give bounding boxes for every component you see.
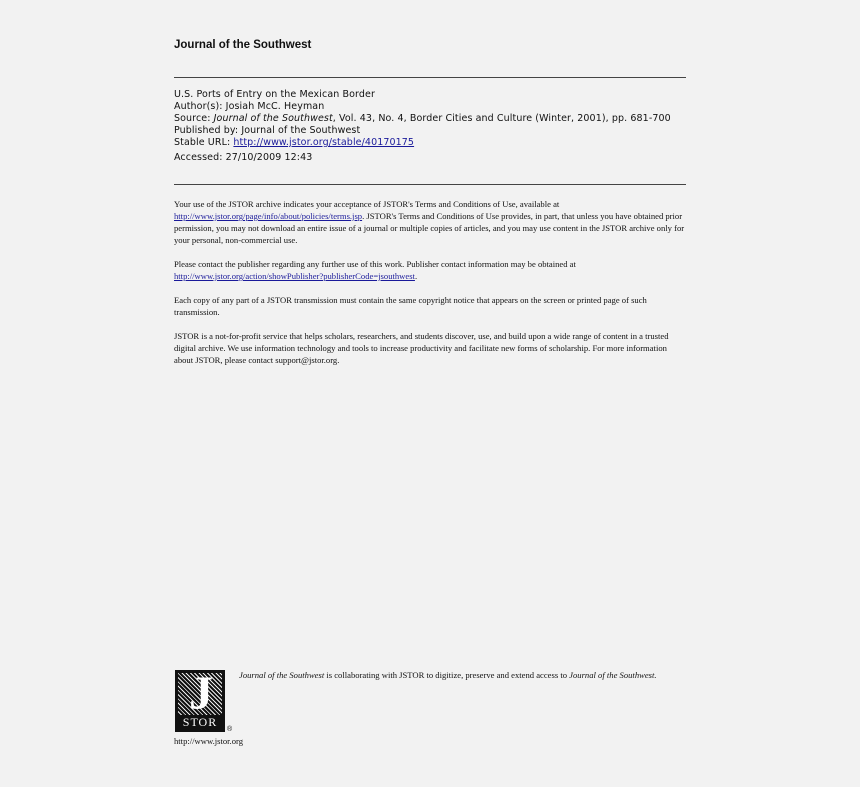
authors-value: Josiah McC. Heyman [225,101,325,112]
published-label: Published by: [174,125,242,136]
registered-mark: ® [227,726,233,733]
authors-line [174,101,686,113]
logo-letter: J [189,667,213,720]
accessed-value: 27/10/2009 12:43 [225,152,313,163]
stable-url-line [174,137,686,149]
top-divider [174,77,686,78]
stable-url-label: Stable URL: [174,137,234,148]
terms-text-a: Your use of the JSTOR archive indicates your acceptance of JSTOR's Terms and Conditions of Use, available at [174,199,560,209]
article-metadata [174,89,686,164]
copyright-paragraph: Each copy of any part of a JSTOR transmission must contain the same copyright notice that appears on the screen or printed page of such transmission. [174,295,647,317]
collab-journal: Journal of the Southwest [239,670,325,680]
source-journal: Journal of the Southwest [213,113,333,124]
jstor-logo [175,667,225,732]
source-label: Source: [174,113,214,124]
stable-url-link[interactable]: http://www.jstor.org/stable/40170175 [233,137,415,148]
article-title: U.S. Ports of Entry on the Mexican Border [174,89,375,100]
accessed-label: Accessed: [174,152,226,163]
collaboration-note [239,670,686,680]
accessed-line [174,152,686,164]
published-line [174,125,686,137]
source-line [174,113,686,125]
bottom-divider [174,184,686,185]
contact-text-a: Please contact the publisher regarding any further use of this work. Publisher contact information may be obtained at [174,259,576,269]
terms-paragraph [174,198,686,246]
jstor-url: http://www.jstor.org [174,736,243,746]
jstor-about-paragraph: JSTOR is a not-for-profit service that helps scholars, researchers, and students discover, use, and build upon a wide range of content in a trusted digital archive. We use information technology and tools to increase productivity and facilitate new forms of scholarship. For more information about JSTOR, please contact support@jstor.org. [174,331,669,365]
logo-text: STOR [182,715,218,729]
publisher-contact-paragraph [174,258,686,282]
contact-text-b: . [414,271,418,281]
source-details: , Vol. 43, No. 4, Border Cities and Culture (Winter, 2001), pp. 681-700 [332,113,671,124]
terms-text-b: . JSTOR's Terms and Conditions of Use provides, in part, that unless you have obtained prior permission, you may not download an entire issue of a journal or multiple copies of articles, and you may use content in the JSTOR archive only for your personal, non-commercial use. [174,211,685,245]
publisher-contact-link[interactable]: http://www.jstor.org/action/showPublisher?publisherCode=jsouthwest [174,271,415,281]
authors-label: Author(s): [174,101,226,112]
terms-link[interactable]: http://www.jstor.org/page/info/about/policies/terms.jsp [174,211,363,221]
collab-text: is collaborating with JSTOR to digitize, preserve and extend access to [324,670,570,680]
collab-journal-2: Journal of the Southwest. [569,670,657,680]
terms-body [174,198,686,378]
publisher-value: Journal of the Southwest [241,125,361,136]
journal-header: Journal of the Southwest [174,39,312,51]
